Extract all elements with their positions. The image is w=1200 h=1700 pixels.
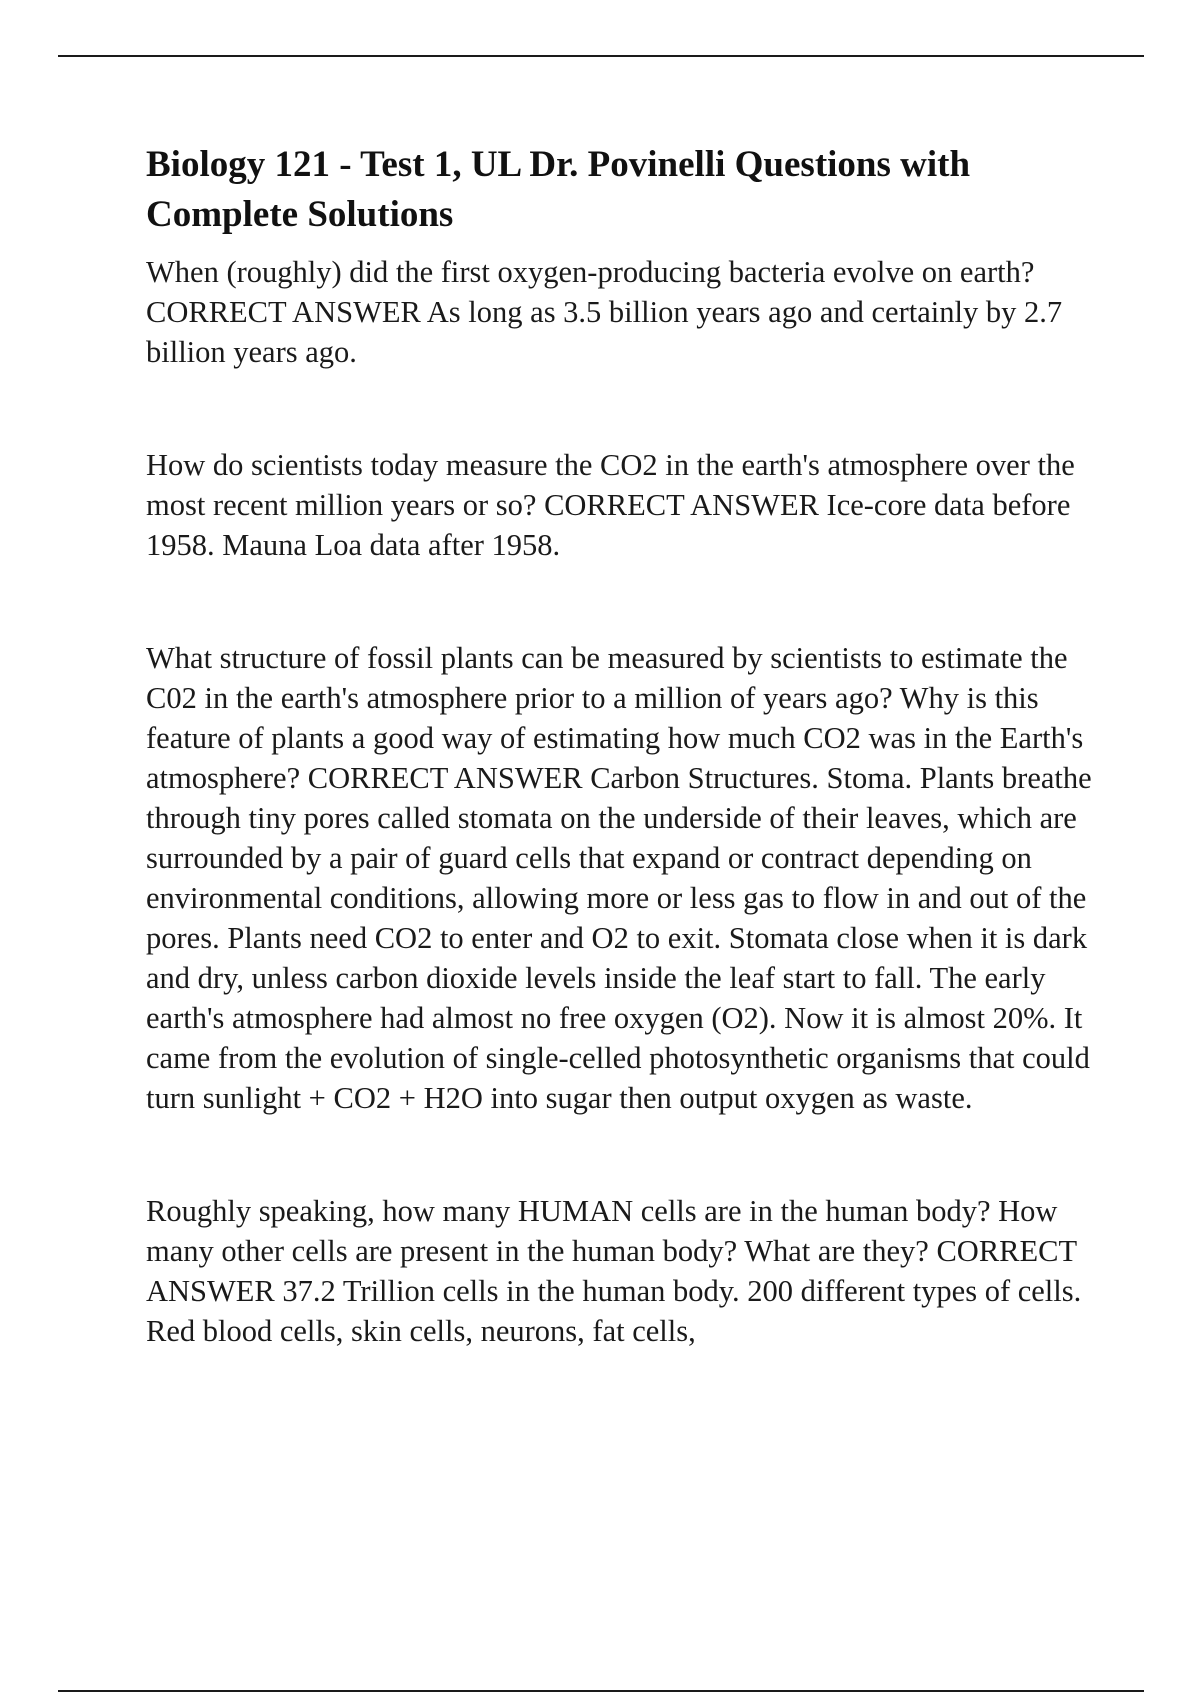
qa-item-3 <box>146 638 1096 1118</box>
document-title: Biology 121 - Test 1, UL Dr. Povinelli Questions with Complete Solutions <box>146 144 971 235</box>
question-text: Roughly speaking, how many HUMAN cells are in the human body? How many other cells are present in the human body? What are they? <box>146 1194 1058 1268</box>
footer-rule <box>58 1690 1144 1692</box>
answer-marker: CORRECT ANSWER <box>146 295 421 329</box>
question-text: When (roughly) did the first oxygen-producing bacteria evolve on earth? <box>146 255 1035 289</box>
answer-marker: CORRECT ANSWER <box>146 1234 1077 1308</box>
qa-item-2 <box>146 445 1096 565</box>
answer-text: Carbon Structures. Stoma. Plants breathe through tiny pores called stomata on the underside of their leaves, which are surrounded by a pair of guard cells that expand or contract depending on environmental conditions, allowing more or less gas to flow in and out of the pores. Plants need CO2 to enter and O2 to exit. Stomata close when it is dark and dry, unless carbon dioxide levels inside the leaf start to fall. The early earth's atmosphere had almost no free oxygen (O2). Now it is almost 20%. It came from the evolution of single-celled photosynthetic organisms that could turn sunlight + CO2 + H2O into sugar then output oxygen as waste. <box>146 761 1092 1115</box>
document-body <box>146 140 1096 1351</box>
answer-text: Ice-core data before 1958. Mauna Loa data after 1958. <box>146 488 1071 562</box>
answer-marker: CORRECT ANSWER <box>307 761 583 795</box>
qa-item-1 <box>146 252 1096 372</box>
answer-text: 37.2 Trillion cells in the human body. 200 different types of cells. Red blood cells, skin cells, neurons, fat cells, <box>146 1274 1082 1348</box>
qa-item-4 <box>146 1191 1096 1351</box>
answer-marker: CORRECT ANSWER <box>544 488 819 522</box>
question-text: What structure of fossil plants can be measured by scientists to estimate the C02 in the earth's atmosphere prior to a million of years ago? Why is this feature of plants a good way of estimating how much CO2 was in the Earth's atmosphere? <box>146 641 1084 795</box>
question-text: How do scientists today measure the CO2 in the earth's atmosphere over the most recent million years or so? <box>146 448 1075 522</box>
header-rule <box>58 55 1144 57</box>
answer-text: As long as 3.5 billion years ago and certainly by 2.7 billion years ago. <box>146 295 1063 369</box>
